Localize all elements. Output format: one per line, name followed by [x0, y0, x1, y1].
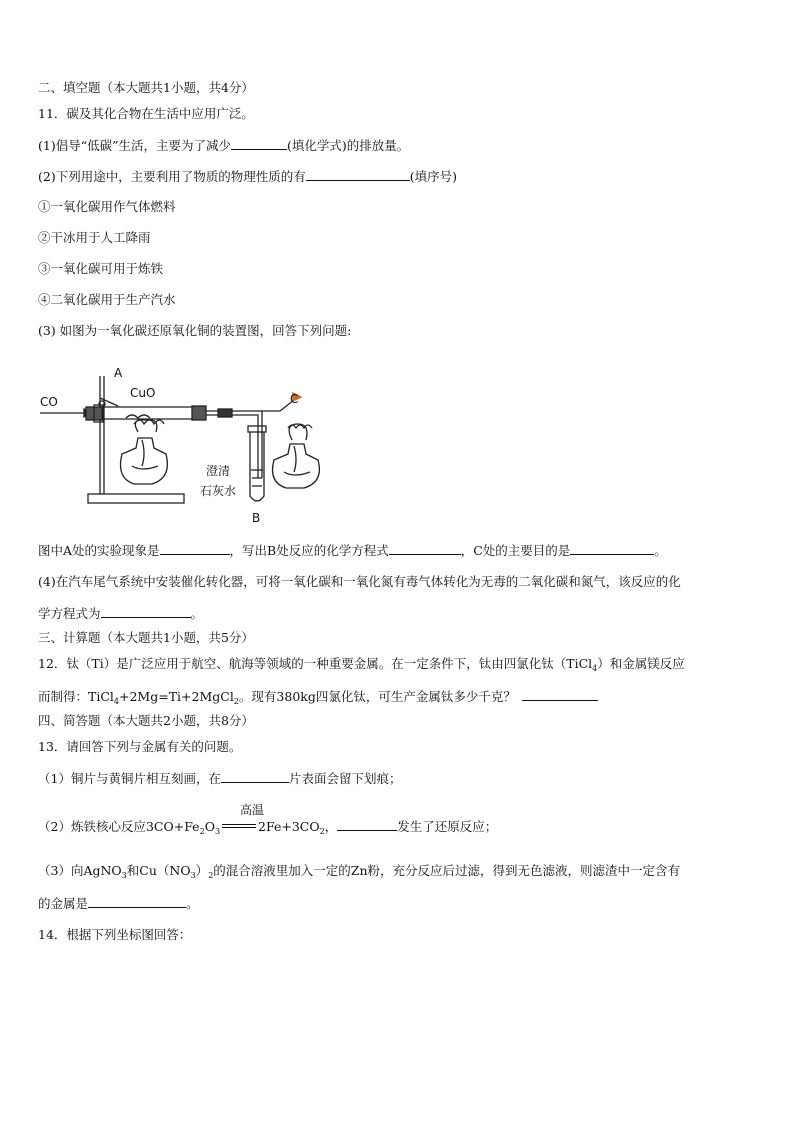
- answer-blank[interactable]: [88, 895, 186, 908]
- label-co: CO: [40, 395, 58, 409]
- section-2-header: 二、填空题（本大题共1小题，共4分）: [38, 80, 254, 95]
- question-13-stem: 13．请回答下列与金属有关的问题。: [38, 739, 242, 754]
- question-11-part-3: (3) 如图为一氧化碳还原氧化铜的装置图，回答下列问题:: [38, 323, 352, 338]
- answer-blank[interactable]: [101, 605, 191, 618]
- question-12-line-1: 12．钛（Ti）是广泛应用于航空、航海等领域的一种重要金属。在一定条件下，钛由四氯化钛（TiCl$_4$）和金属镁反应: [38, 656, 685, 673]
- answer-blank[interactable]: [160, 542, 230, 555]
- answer-blank[interactable]: [306, 168, 410, 181]
- label-limewater-2: 石灰水: [200, 484, 237, 498]
- label-a: A: [114, 366, 123, 380]
- question-11-stem: 11．碳及其化合物在生活中应用广泛。: [38, 106, 254, 121]
- question-11-part-4-line-2: 学方程式为 。: [38, 606, 204, 621]
- option-4: ④二氧化碳用于生产汽水: [38, 292, 176, 307]
- label-cuo: CuO: [130, 386, 156, 400]
- answer-blank[interactable]: [570, 542, 654, 555]
- section-4-header: 四、简答题（本大题共2小题，共8分）: [38, 713, 254, 728]
- question-11-part-2: (2)下列用途中，主要利用了物质的物理性质的有 (填序号): [38, 169, 457, 184]
- question-12-line-2: 而制得：TiCl$_4$+2Mg=Ti+2MgCl$_2$。现有380kg四氯化钛，可生产金属钛多少千克？: [38, 688, 598, 710]
- co-reduction-apparatus: [38, 358, 328, 528]
- answer-blank[interactable]: [522, 688, 598, 701]
- question-13-part-3-line-1: （3）向AgNO$_3$和$Cu(NO_3)_2$的混合溶液里加入一定的Zn粉，充分反应后过滤，得到无色滤液，则滤渣中一定含有: [38, 863, 681, 880]
- question-11-part-4-line-1: (4)在汽车尾气系统中安装催化转化器，可将一氧化碳和一氧化氮有毒气体转化为无毒的二氧化碳和氮气，该反应的化: [38, 574, 681, 589]
- option-1: ①一氧化碳用作气体燃料: [38, 199, 176, 214]
- section-3-header: 三、计算题（本大题共1小题，共5分）: [38, 630, 254, 645]
- answer-blank[interactable]: [231, 137, 287, 150]
- iron-smelting-equation: （2）炼铁核心反应$3CO+Fe_2O_3$ 高温 $2Fe+3CO_2$: [38, 803, 325, 836]
- question-11-part-1: (1)倡导“低碳”生活，主要为了减少 (填化学式)的排放量。: [38, 138, 410, 153]
- apparatus-diagram: [38, 358, 328, 528]
- label-b: B: [252, 511, 261, 525]
- equals-sign: [222, 824, 256, 828]
- reaction-condition: 高温: [240, 803, 265, 817]
- question-13-part-1: （1）铜片与黄铜片相互刻画，在 片表面会留下划痕；: [38, 771, 402, 786]
- question-11-part-3-answers: 图中A处的实验现象是 ，写出B处反应的化学方程式 ，C处的主要目的是 。: [38, 543, 667, 558]
- option-2: ②干冰用于人工降雨: [38, 230, 151, 245]
- label-c: C: [290, 392, 299, 406]
- option-3: ③一氧化碳可用于炼铁: [38, 261, 164, 276]
- answer-blank[interactable]: [337, 818, 397, 831]
- question-13-part-3-line-2: 的金属是 。: [38, 896, 199, 911]
- label-limewater-1: 澄清: [206, 464, 231, 478]
- answer-blank[interactable]: [221, 770, 289, 783]
- answer-blank[interactable]: [389, 542, 461, 555]
- question-13-part-2: （2）炼铁核心反应$3CO+Fe_2O_3$ 高温 $2Fe+3CO_2$， 发生了还原反应；: [38, 818, 497, 840]
- question-14-stem: 14．根据下列坐标图回答：: [38, 927, 192, 942]
